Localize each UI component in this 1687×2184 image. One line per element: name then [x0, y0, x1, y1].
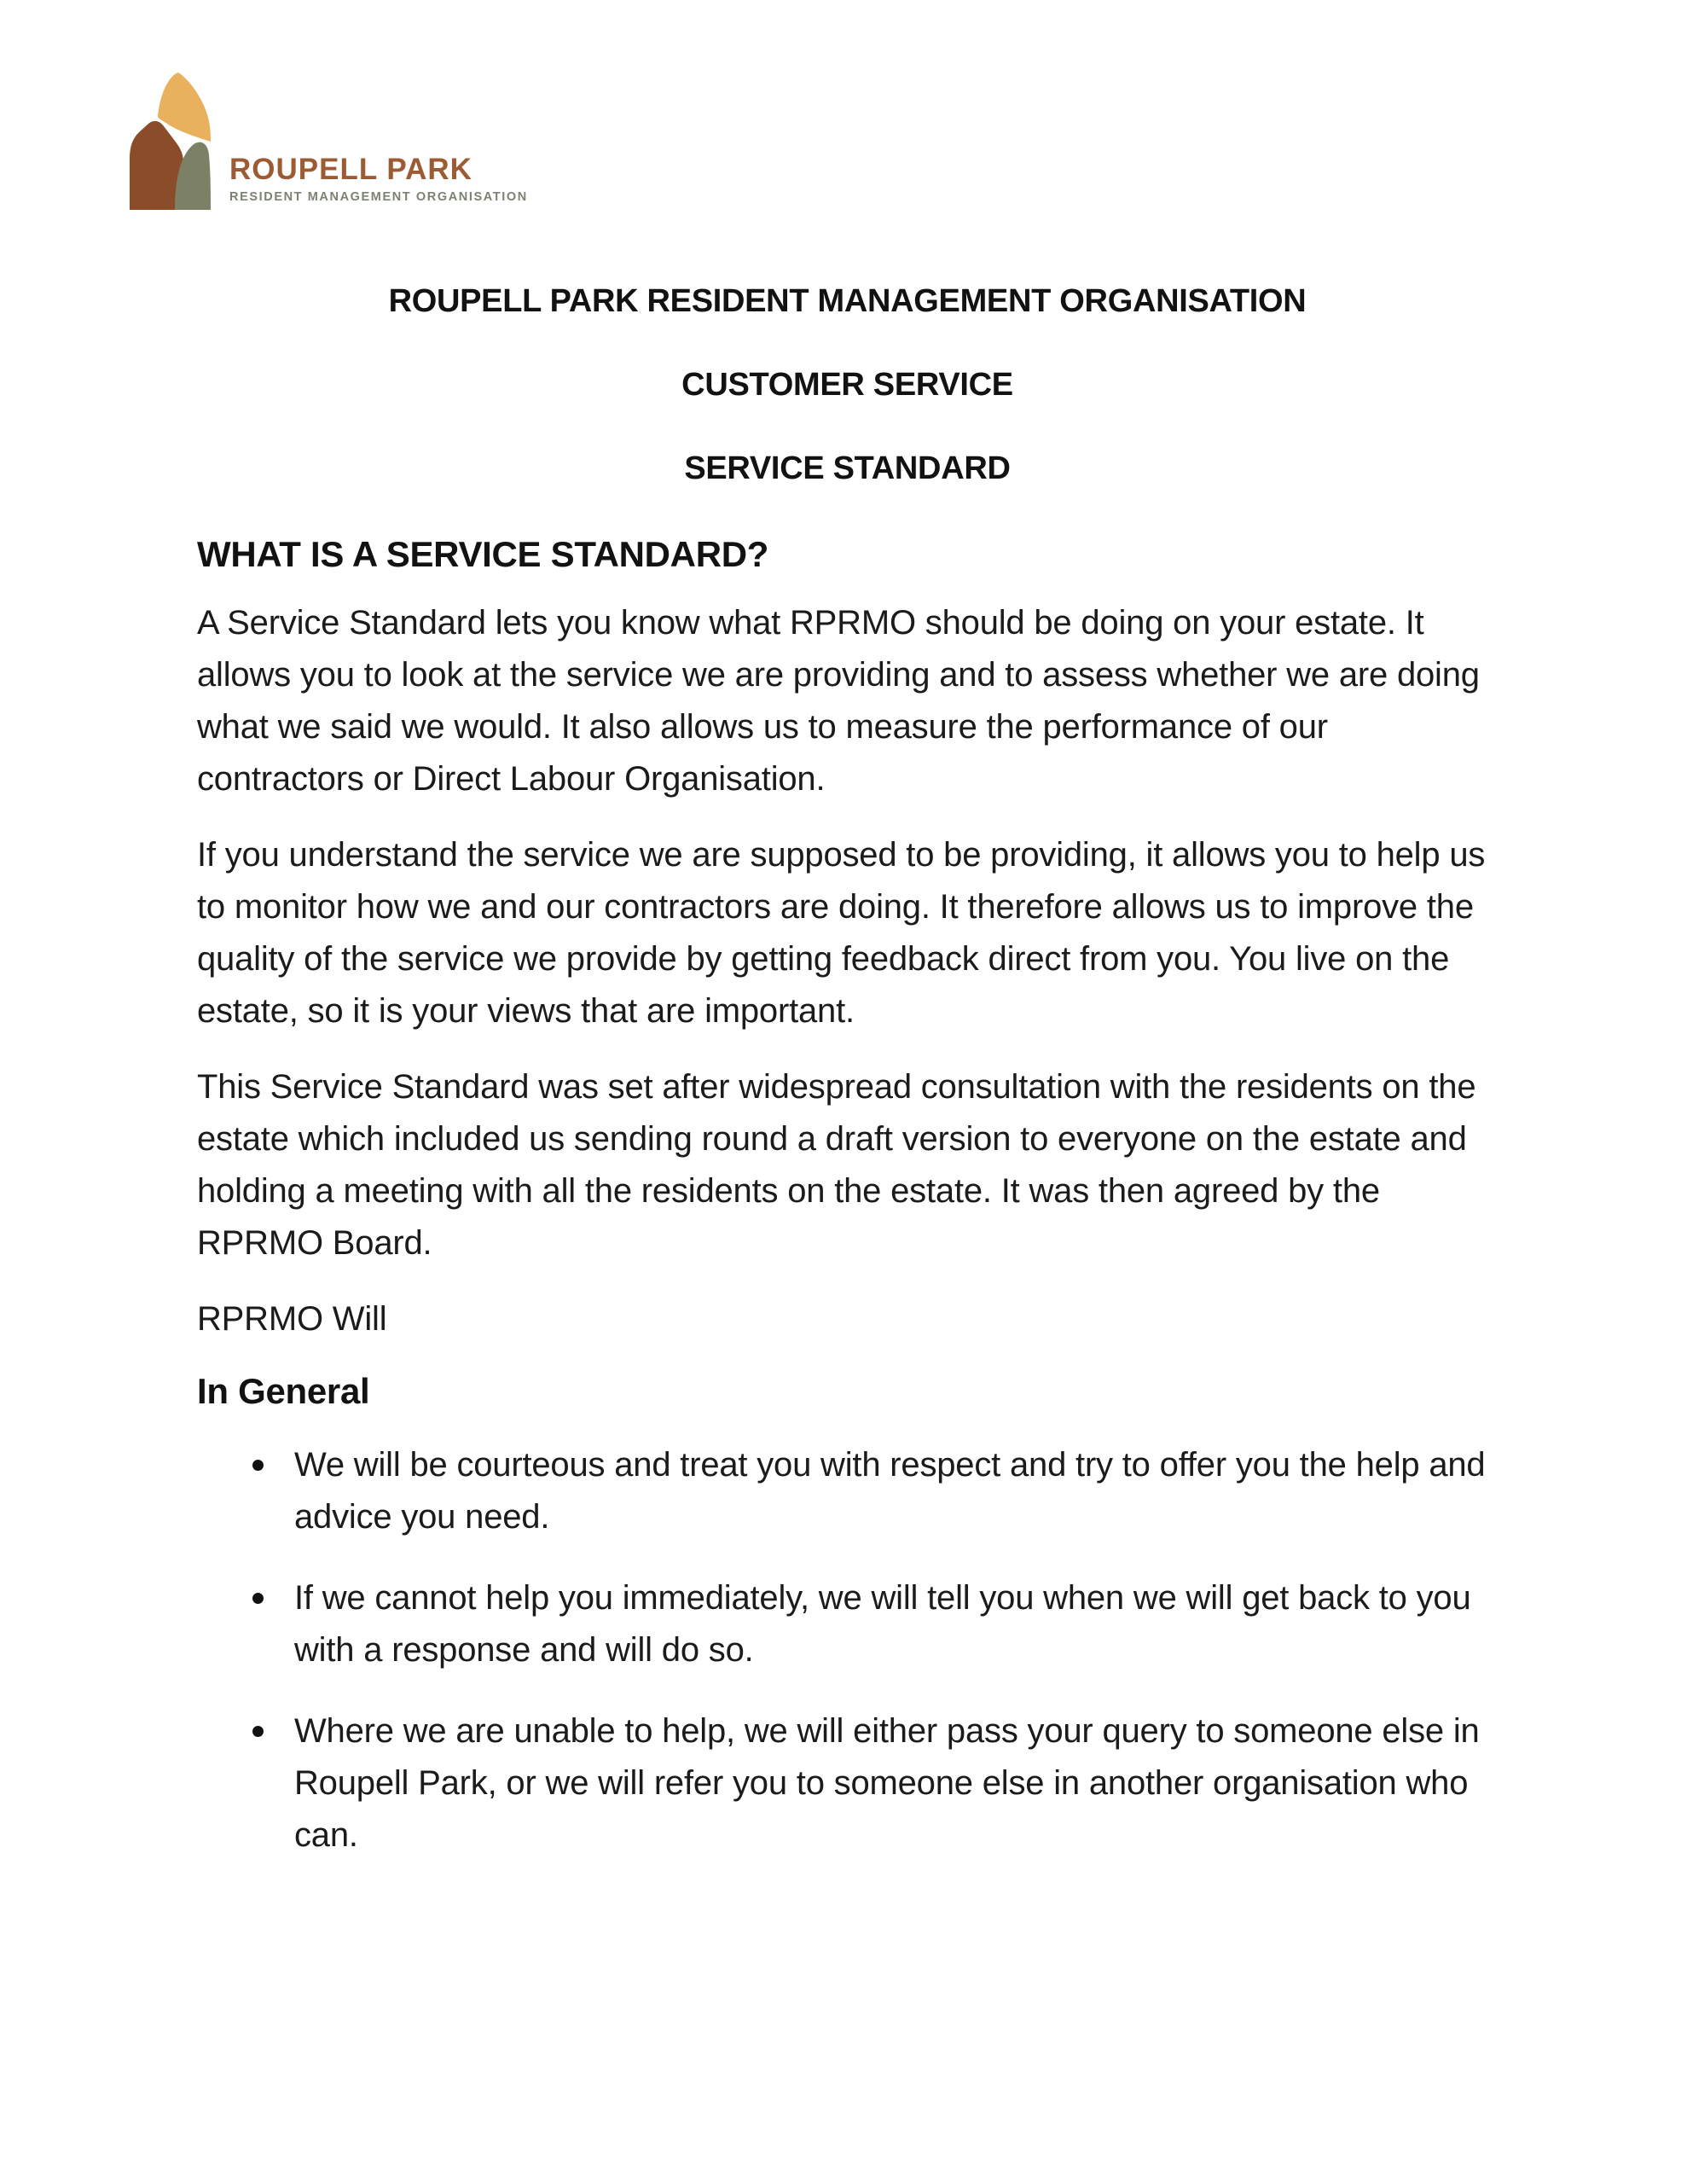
bullet-item-courteous: We will be courteous and treat you with respect and try to offer you the help and advice you need. — [294, 1439, 1498, 1543]
doc-title-line-2: CUSTOMER SERVICE — [681, 367, 1013, 403]
roupell-park-logo — [130, 0, 1687, 210]
heading-in-general: In General — [197, 1371, 370, 1411]
heading-what-is-a-service-standard: WHAT IS A SERVICE STANDARD? — [197, 534, 769, 574]
roupell-park-logo-icon — [130, 68, 211, 210]
paragraph-monitoring: If you understand the service we are supposed to be providing, it allows you to help us to monitor how we and our contractors are doing. It therefore allows us to improve the quality of the service we provide by getting feedback direct from you. You live on the estate, so it is your views that are important. — [197, 836, 1486, 1030]
in-general-bullet-list — [197, 1439, 1498, 1862]
paragraph-consultation: This Service Standard was set after widespread consultation with the residents on the estate which included us sending round a draft version to everyone on the estate and holding a meeting with all the residents on the estate. It was then agreed by the RPRMO Board. — [197, 1068, 1476, 1262]
paragraph-rprmo-will: RPRMO Will — [197, 1300, 387, 1338]
paragraph-service-standard-intro: A Service Standard lets you know what RPRMO should be doing on your estate. It allows you to look at the service we are providing and to assess whether we are doing what we said we would. It also allows us to measure the performance of our contractors or Direct Labour Organisation. — [197, 604, 1480, 798]
brand-name: ROUPELL PARK — [229, 152, 472, 186]
doc-title-line-3: SERVICE STANDARD — [684, 450, 1011, 486]
bullet-item-refer: Where we are unable to help, we will either pass your query to someone else in Roupell Park, or we will refer you to someone else in another organisation who can. — [294, 1705, 1498, 1862]
doc-title-line-1: ROUPELL PARK RESIDENT MANAGEMENT ORGANISATION — [388, 283, 1307, 319]
logo-text-block — [229, 154, 528, 205]
document-content — [0, 282, 1687, 1862]
bullet-item-response: If we cannot help you immediately, we will tell you when we will get back to you with a response and will do so. — [294, 1572, 1498, 1676]
brand-tagline: RESIDENT MANAGEMENT ORGANISATION — [229, 190, 528, 205]
